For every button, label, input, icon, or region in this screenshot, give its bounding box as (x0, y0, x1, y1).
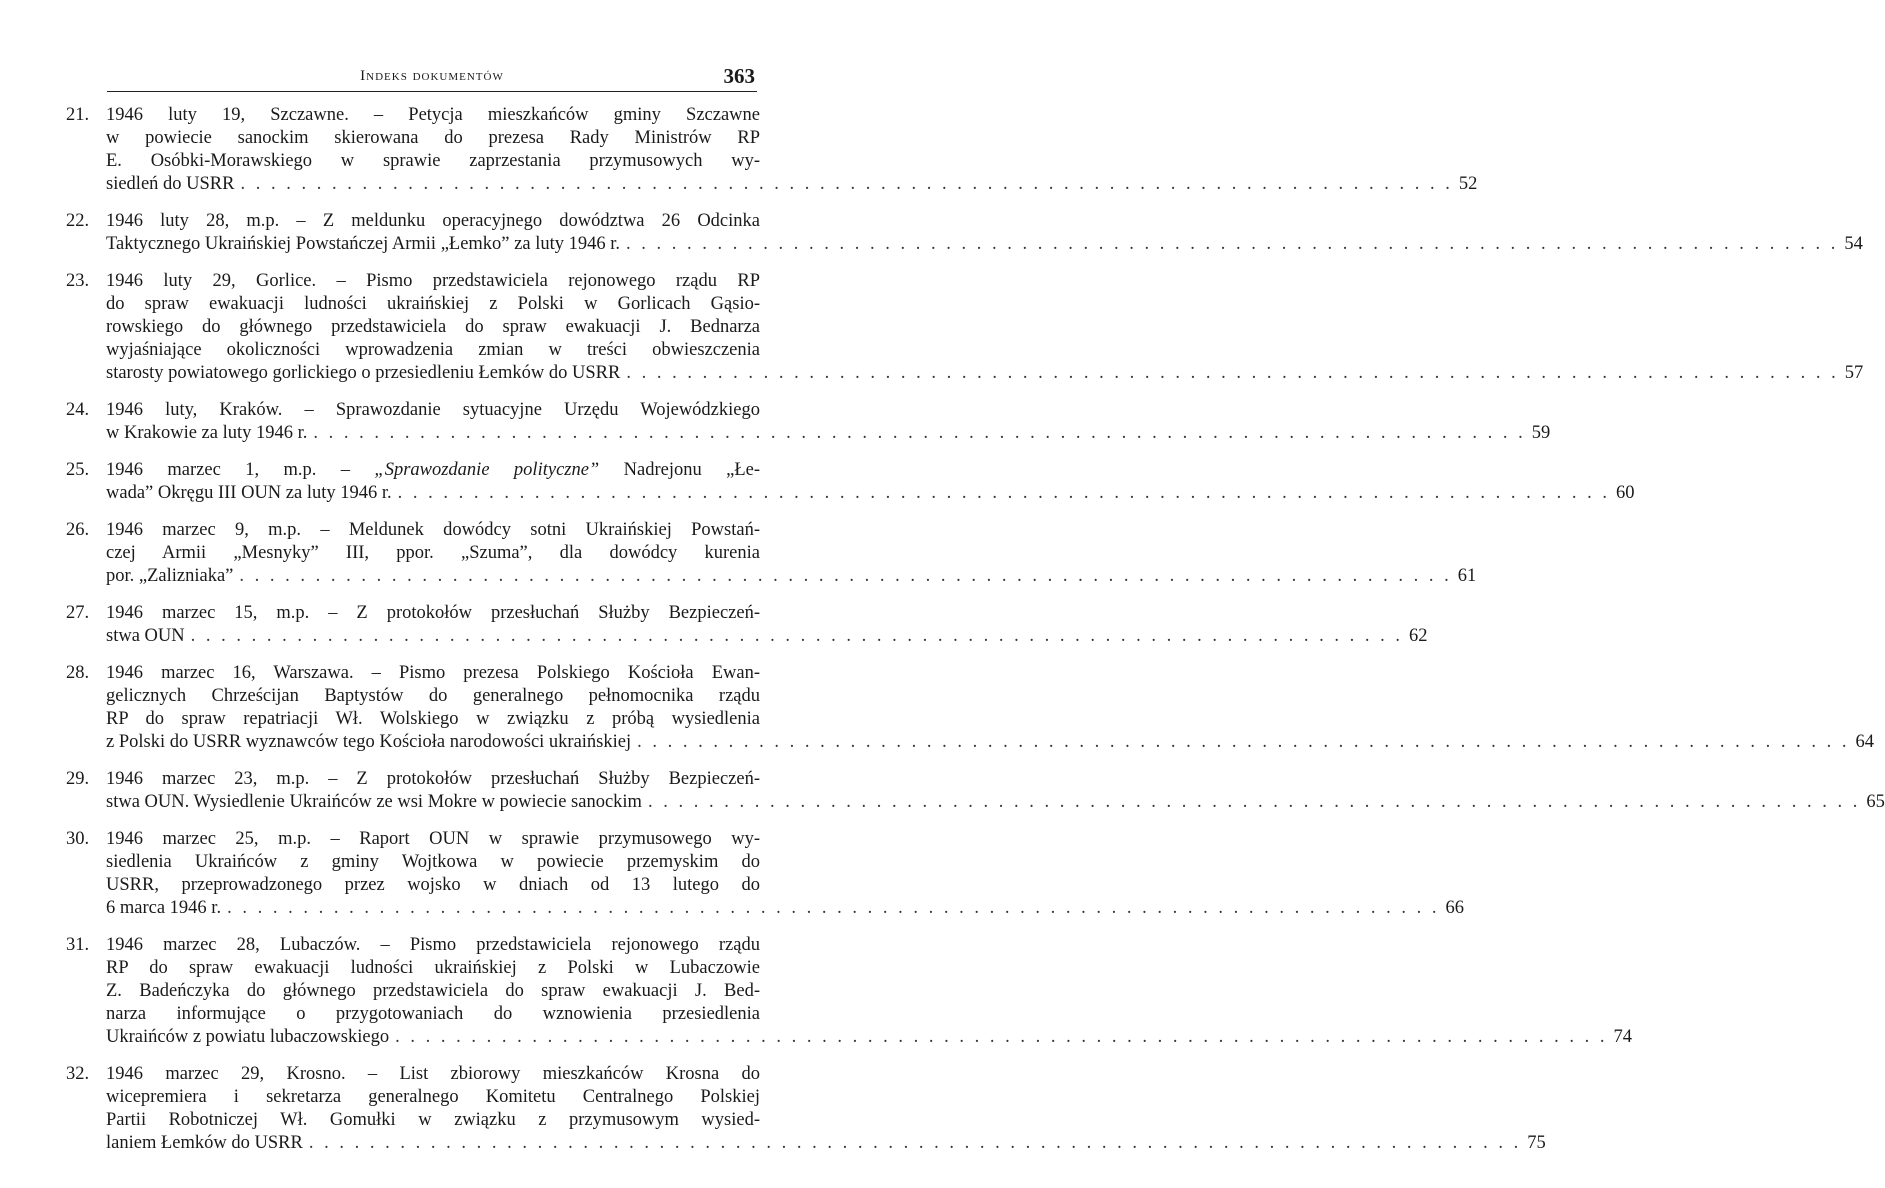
entry-line: do spraw ewakuacji ludności ukraińskiej z Polski w Gorlicach Gąsio- (106, 294, 760, 314)
dot-leader: . . . . . . . . . . . . . . . . . . . . . . . . . . . . . . . . . . . . . . . . . . . . . . . . . . . . . . . . . . . . . . . . . . . . . . . . . . . . . . . . (227, 898, 1440, 918)
entry-line: wicepremiera i sekretarza generalnego Komitetu Centralnego Polskiej (106, 1087, 760, 1107)
entry-line: USRR, przeprowadzonego przez wojsko w dniach od 13 lutego do (106, 875, 760, 895)
index-entry (66, 934, 1632, 1049)
entry-last-line (106, 362, 1864, 385)
entry-line: 1946 marzec 15, m.p. – Z protokołów przesłuchań Służby Bezpieczeń- (106, 603, 760, 623)
entry-line: Partii Robotniczej Wł. Gomułki w związku z przymusowym wysied- (106, 1110, 760, 1130)
entry-line: RP do spraw repatriacji Wł. Wolskiego w związku z próbą wysiedlenia (106, 709, 760, 729)
entry-number: 29. (66, 769, 90, 789)
index-entry (66, 602, 1428, 648)
dot-leader: . . . . . . . . . . . . . . . . . . . . . . . . . . . . . . . . . . . . . . . . . . . . . . . . . . . . . . . . . . . . . . . . . . . . . . . . . . . . . . . . (397, 483, 1611, 503)
entry-line: czej Armii „Mesnyky” III, ppor. „Szuma”, dla dowódcy kurenia (106, 543, 760, 563)
entry-page-number: 60 (1616, 483, 1635, 503)
entry-number: 27. (66, 603, 90, 623)
dot-leader: . . . . . . . . . . . . . . . . . . . . . . . . . . . . . . . . . . . . . . . . . . . . . . . . . . . . . . . . . . . . . . . . . . . . . . . . . . . . . . . . (313, 423, 1526, 443)
entry-page-number: 66 (1445, 898, 1464, 918)
entry-line: siedlenia Ukraińców z gminy Wojtkowa w powiecie przemyskim do (106, 852, 760, 872)
index-entry (66, 210, 1863, 256)
entry-last-text: siedleń do USRR (106, 174, 235, 194)
index-entry (66, 399, 1551, 445)
entry-body (106, 210, 1863, 256)
entry-line: narza informujące o przygotowaniach do wznowienia przesiedlenia (106, 1004, 760, 1024)
header-page-number: 363 (723, 64, 755, 88)
dot-leader: . . . . . . . . . . . . . . . . . . . . . . . . . . . . . . . . . . . . . . . . . . . . . . . . . . . . . . . . . . . . . . . . . . . . . . . . . . . . . . . . (395, 1027, 1608, 1047)
entry-last-line (106, 233, 1863, 256)
entry-last-line (106, 565, 1477, 588)
dot-leader: . . . . . . . . . . . . . . . . . . . . . . . . . . . . . . . . . . . . . . . . . . . . . . . . . . . . . . . . . . . . . . . . . . . . . . . . . . . . . . . . (626, 363, 1839, 383)
entry-last-line (106, 791, 1885, 814)
entry-last-text: starosty powiatowego gorlickiego o przesiedleniu Łemków do USRR (106, 363, 621, 383)
entry-number: 24. (66, 400, 90, 420)
dot-leader: . . . . . . . . . . . . . . . . . . . . . . . . . . . . . . . . . . . . . . . . . . . . . . . . . . . . . . . . . . . . . . . . . . . . . . . . . . . . . . . . (647, 792, 1861, 812)
entry-last-line (106, 1026, 1632, 1049)
index-entry (66, 828, 1464, 920)
entry-number: 28. (66, 663, 90, 683)
entry-body (106, 270, 1864, 385)
entry-body (106, 828, 1464, 920)
running-header (107, 62, 757, 92)
index-entry (66, 519, 1477, 588)
entry-body (106, 1063, 1546, 1155)
entry-number: 31. (66, 935, 90, 955)
entry-line: 1946 marzec 29, Krosno. – List zbiorowy mieszkańców Krosna do (106, 1064, 760, 1084)
entry-page-number: 65 (1866, 792, 1885, 812)
entry-page-number: 57 (1844, 363, 1864, 383)
entry-last-line (106, 173, 1478, 196)
entry-number: 26. (66, 520, 90, 540)
dot-leader: . . . . . . . . . . . . . . . . . . . . . . . . . . . . . . . . . . . . . . . . . . . . . . . . . . . . . . . . . . . . . . . . . . . . . . . . . . . . . . . . (308, 1133, 1522, 1153)
dot-leader: . . . . . . . . . . . . . . . . . . . . . . . . . . . . . . . . . . . . . . . . . . . . . . . . . . . . . . . . . . . . . . . . . . . . . . . . . . . . . . . . (239, 566, 1452, 586)
entry-last-line (106, 625, 1428, 648)
entry-line: w powiecie sanockim skierowana do prezesa Rady Ministrów RP (106, 128, 760, 148)
entry-number: 22. (66, 211, 90, 231)
entry-body (106, 934, 1632, 1049)
entry-number: 30. (66, 829, 90, 849)
entry-body (106, 399, 1551, 445)
index-entry (66, 1063, 1546, 1155)
dot-leader: . . . . . . . . . . . . . . . . . . . . . . . . . . . . . . . . . . . . . . . . . . . . . . . . . . . . . . . . . . . . . . . . . . . . . . . . . . . . . . . . (626, 234, 1839, 254)
entry-line: Z. Badeńczyka do głównego przedstawiciela do spraw ewakuacji J. Bed- (106, 981, 760, 1001)
entry-page-number: 59 (1531, 423, 1551, 443)
index-entry (66, 104, 1478, 196)
entry-last-line (106, 731, 1874, 754)
entry-line: 1946 marzec 25, m.p. – Raport OUN w sprawie przymusowego wy- (106, 829, 760, 849)
entry-body (106, 768, 1885, 814)
entry-line: 1946 marzec 23, m.p. – Z protokołów przesłuchań Służby Bezpieczeń- (106, 769, 760, 789)
entry-line: 1946 luty, Kraków. – Sprawozdanie sytuacyjne Urzędu Wojewódzkiego (106, 400, 760, 420)
index-entry (66, 459, 1635, 505)
entry-last-text: 6 marca 1946 r. (106, 898, 222, 918)
entry-body (106, 662, 1874, 754)
entry-last-line (106, 422, 1551, 445)
entry-line: 1946 luty 19, Szczawne. – Petycja mieszkańców gminy Szczawne (106, 105, 760, 125)
entry-page-number: 52 (1458, 174, 1478, 194)
entry-last-text: stwa OUN (106, 626, 185, 646)
header-title: Indeks dokumentów (360, 68, 504, 84)
entry-last-line (106, 1132, 1546, 1155)
entry-line: wyjaśniające okoliczności wprowadzenia zmian w treści obwieszczenia (106, 340, 760, 360)
entry-line: 1946 marzec 9, m.p. – Meldunek dowódcy sotni Ukraińskiej Powstań- (106, 520, 760, 540)
entry-line: E. Osóbki-Morawskiego w sprawie zaprzestania przymusowych wy- (106, 151, 760, 171)
entry-last-text: Taktycznego Ukraińskiej Powstańczej Armii „Łemko” za luty 1946 r. (106, 234, 620, 254)
dot-leader: . . . . . . . . . . . . . . . . . . . . . . . . . . . . . . . . . . . . . . . . . . . . . . . . . . . . . . . . . . . . . . . . . . . . . . . . . . . . . . . . (240, 174, 1453, 194)
dot-leader: . . . . . . . . . . . . . . . . . . . . . . . . . . . . . . . . . . . . . . . . . . . . . . . . . . . . . . . . . . . . . . . . . . . . . . . . . . . . . . . . (637, 732, 1850, 752)
entry-page-number: 62 (1409, 626, 1428, 646)
entry-last-text: por. „Zalizniaka” (106, 566, 234, 586)
dot-leader: . . . . . . . . . . . . . . . . . . . . . . . . . . . . . . . . . . . . . . . . . . . . . . . . . . . . . . . . . . . . . . . . . . . . . . . . . . . . . . . . (190, 626, 1403, 646)
entry-body (106, 602, 1428, 648)
italic-title: „Sprawozdanie polityczne” (374, 460, 600, 480)
entry-line: 1946 marzec 16, Warszawa. – Pismo prezesa Polskiego Kościoła Ewan- (106, 663, 760, 683)
entry-line: 1946 marzec 28, Lubaczów. – Pismo przedstawiciela rejonowego rządu (106, 935, 760, 955)
index-entry (66, 662, 1874, 754)
entry-last-text: z Polski do USRR wyznawców tego Kościoła narodowości ukraińskiej (106, 732, 632, 752)
entry-body (106, 519, 1477, 588)
entry-last-text: laniem Łemków do USRR (106, 1133, 303, 1153)
entry-line: rowskiego do głównego przedstawiciela do spraw ewakuacji J. Bednarza (106, 317, 760, 337)
document-index-list (66, 104, 1885, 1169)
entry-line: 1946 luty 29, Gorlice. – Pismo przedstawiciela rejonowego rządu RP (106, 271, 760, 291)
index-entry (66, 270, 1864, 385)
entry-body (106, 104, 1478, 196)
entry-page-number: 61 (1457, 566, 1477, 586)
entry-last-text: wada” Okręgu III OUN za luty 1946 r. (106, 483, 392, 503)
entry-last-line (106, 897, 1464, 920)
entry-page-number: 74 (1613, 1027, 1632, 1047)
entry-last-text: Ukraińców z powiatu lubaczowskiego (106, 1027, 390, 1047)
entry-number: 32. (66, 1064, 90, 1084)
entry-number: 21. (66, 105, 90, 125)
entry-line: 1946 luty 28, m.p. – Z meldunku operacyjnego dowództwa 26 Odcinka (106, 211, 760, 231)
entry-number: 25. (66, 460, 90, 480)
entry-line: RP do spraw ewakuacji ludności ukraińskiej z Polski w Lubaczowie (106, 958, 760, 978)
entry-last-text: stwa OUN. Wysiedlenie Ukraińców ze wsi Mokre w powiecie sanockim (106, 792, 642, 812)
entry-last-line (106, 482, 1635, 505)
entry-line: 1946 marzec 1, m.p. – „Sprawozdanie polityczne” Nadrejonu „Łe- (106, 460, 760, 480)
entry-page-number: 75 (1527, 1133, 1546, 1153)
entry-line: gelicznych Chrześcijan Baptystów do generalnego pełnomocnika rządu (106, 686, 760, 706)
entry-body (106, 459, 1635, 505)
entry-page-number: 54 (1844, 234, 1863, 254)
entry-page-number: 64 (1855, 732, 1874, 752)
index-entry (66, 768, 1885, 814)
entry-number: 23. (66, 271, 90, 291)
entry-last-text: w Krakowie za luty 1946 r. (106, 423, 308, 443)
header-rule (107, 91, 757, 92)
